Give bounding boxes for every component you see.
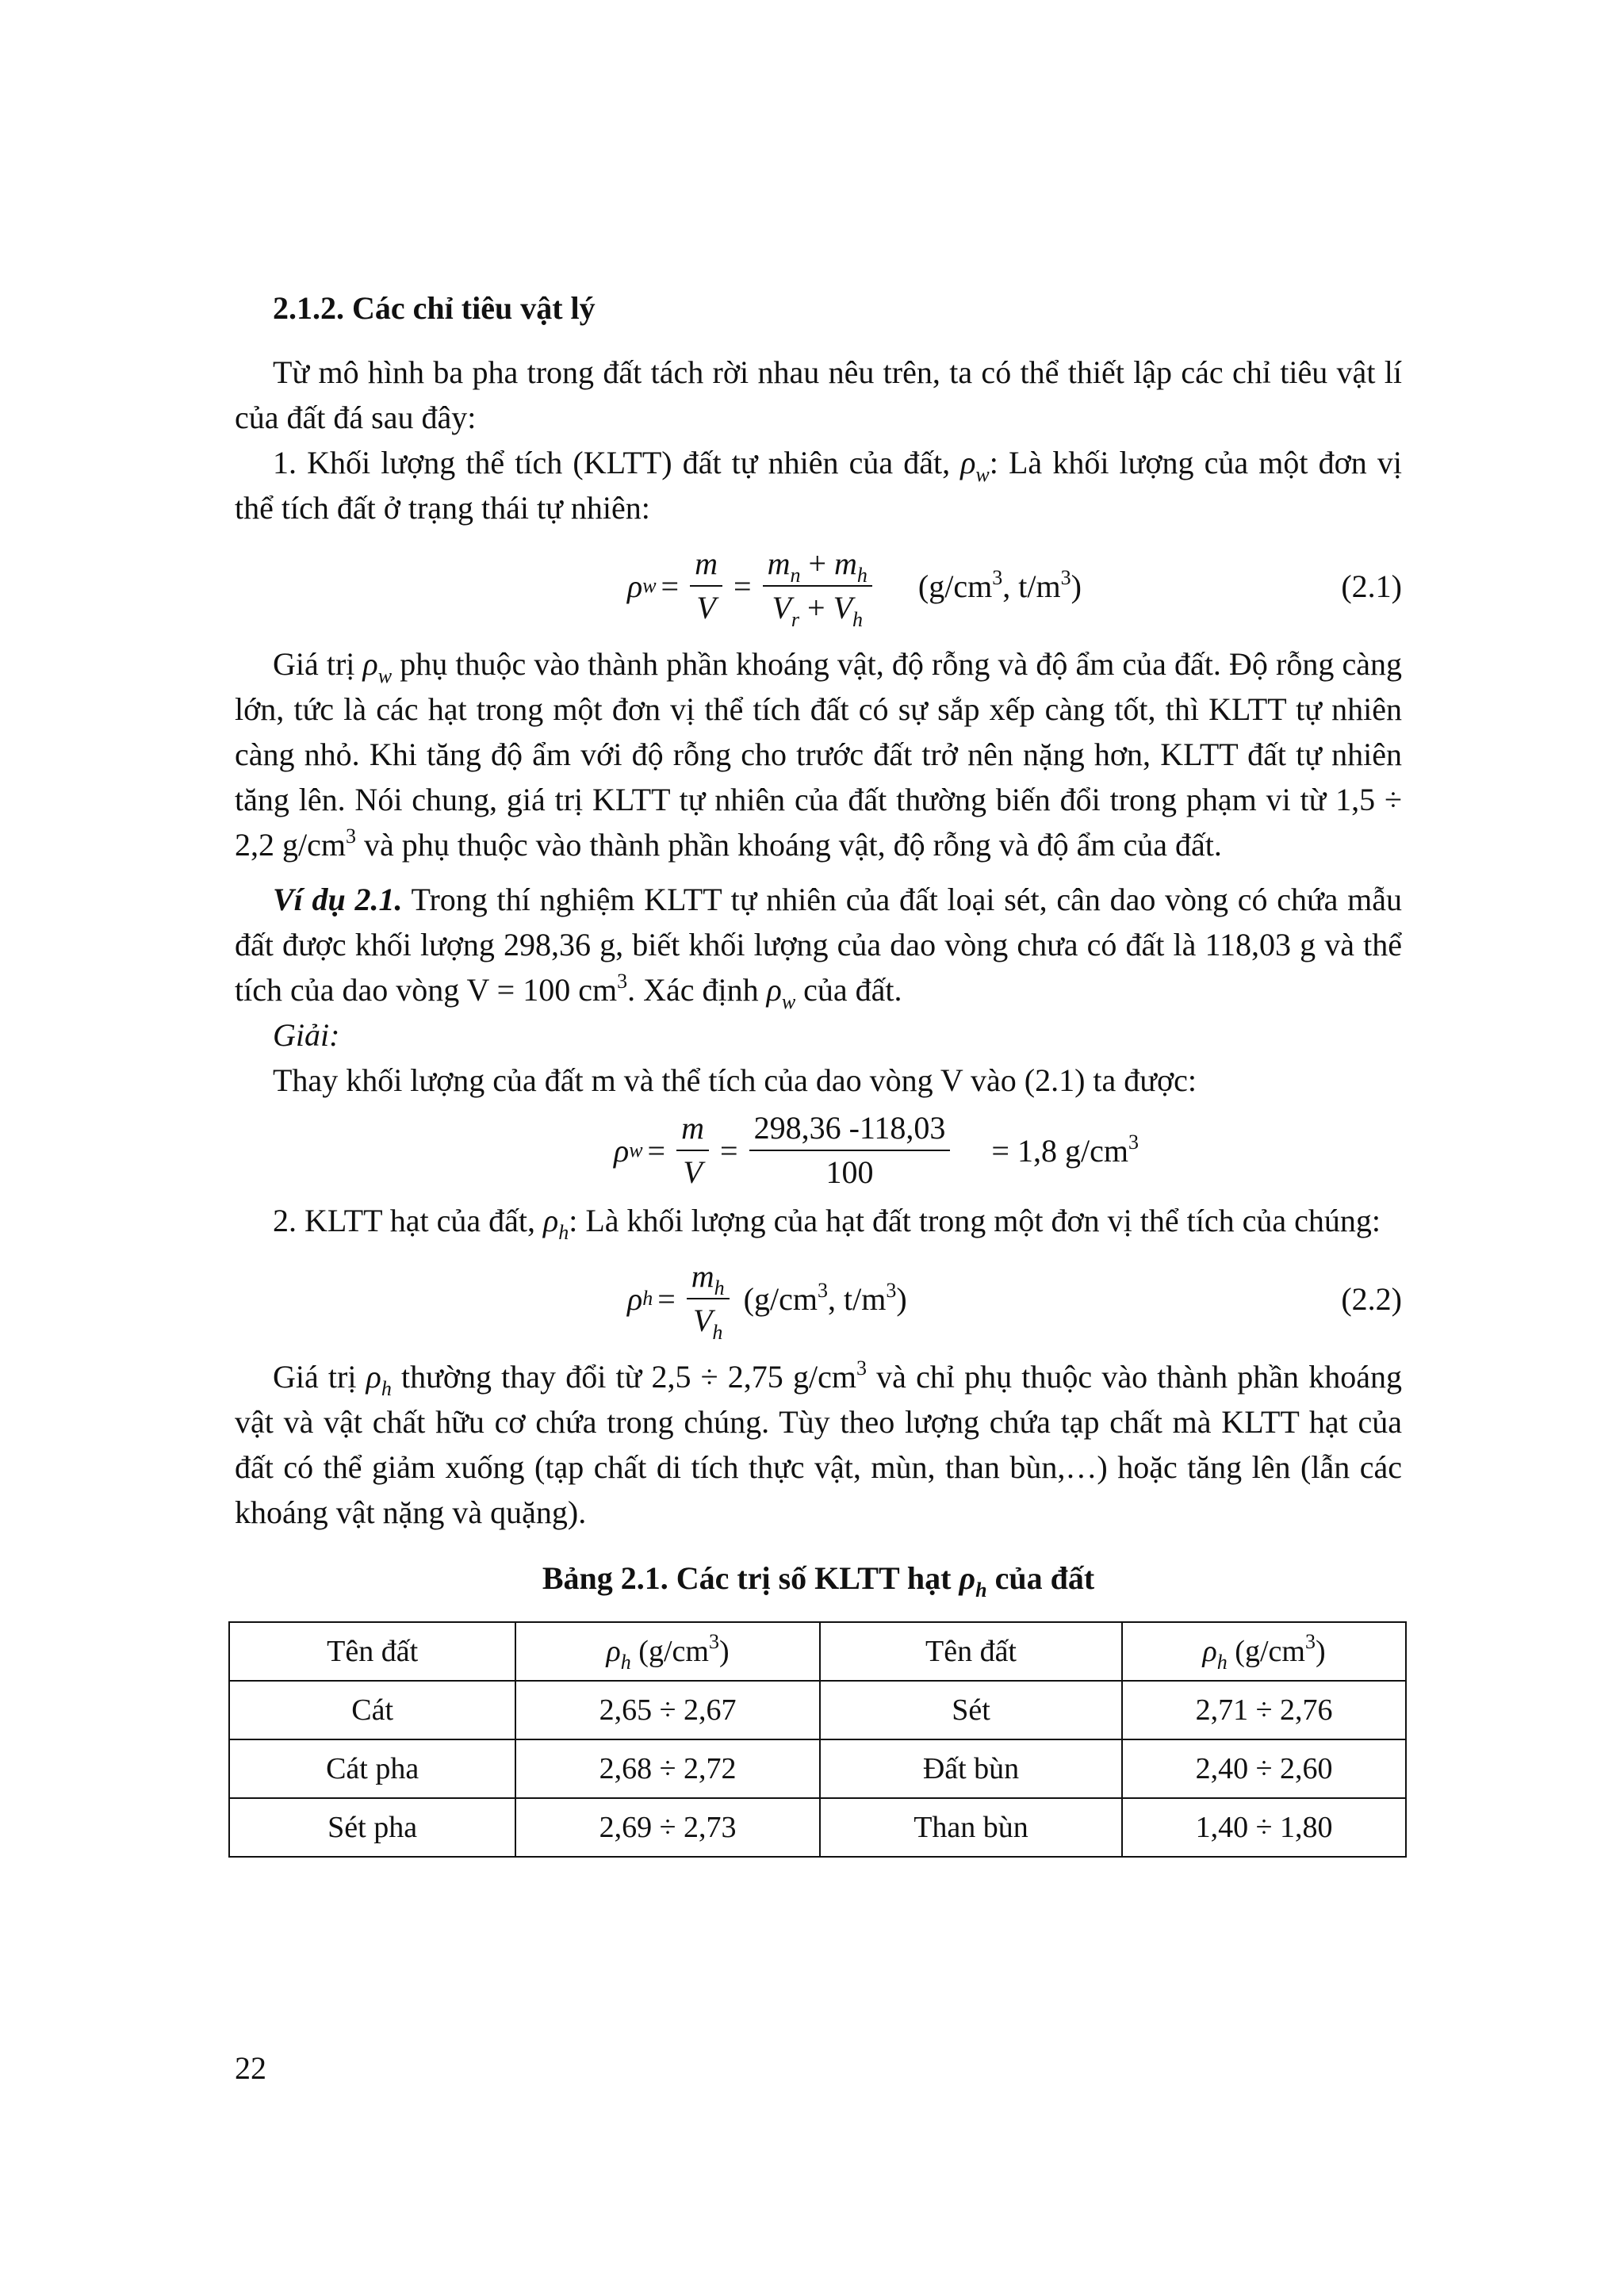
table-cell: Đất bùn	[820, 1739, 1122, 1798]
table-cell: 2,68 ÷ 2,72	[515, 1739, 820, 1798]
table-cell: Sét	[820, 1681, 1122, 1739]
page-content	[235, 285, 1402, 1858]
table-cell: 1,40 ÷ 1,80	[1122, 1798, 1406, 1857]
table-row	[229, 1681, 1406, 1739]
density-table	[228, 1621, 1407, 1858]
table-header-row	[229, 1622, 1406, 1681]
equation-number: (2.1)	[1341, 568, 1402, 604]
equation-2-2: ρ h = $\frac{m_h}{V_h}$ ($g/cm^3$, $t/m^3$) (2.2)	[235, 1243, 1402, 1354]
table-cell: Than bùn	[820, 1798, 1122, 1857]
table-cell: 2,40 ÷ 2,60	[1122, 1739, 1406, 1798]
intro-paragraph: Từ mô hình ba pha trong đất tách rời nhau nêu trên, ta có thể thiết lập các chỉ tiêu vật lí của đất đá sau đây:	[235, 354, 1402, 435]
solution-label: Giải:	[273, 1017, 340, 1053]
equation-number: (2.2)	[1341, 1280, 1402, 1317]
header-soil-name: Tên đất	[820, 1622, 1122, 1681]
header-soil-name: Tên đất	[229, 1622, 515, 1681]
table-cell: Cát pha	[229, 1739, 515, 1798]
equation-2-1: ρ w = $\frac{m}{V}$ = $\frac{m_n + m_h}{V_r + V_h}$ ($g/cm^3$, $t/m^3$) (2.1)	[235, 530, 1402, 641]
section-heading: 2.1.2. Các chỉ tiêu vật lý	[273, 290, 596, 326]
table-row	[229, 1798, 1406, 1857]
table-cell: 2,71 ÷ 2,76	[1122, 1681, 1406, 1739]
table-cell: 2,65 ÷ 2,67	[515, 1681, 820, 1739]
table-caption: Bảng 2.1. Các trị số KLTT hạt $\rho_h$ của đất	[542, 1560, 1095, 1601]
equation-example: ρ w = $\frac{m}{V}$ = $\frac{298,36 -118,03}{100}$ = 1,8 $g/cm^3$	[614, 1110, 1139, 1190]
table-cell: 2,69 ÷ 2,73	[515, 1798, 820, 1857]
table-row	[229, 1739, 1406, 1798]
page-number: 22	[235, 2050, 266, 2086]
solution-text: Thay khối lượng của đất m và thể tích của dao vòng V vào (2.1) ta được:	[273, 1062, 1197, 1098]
header-density: $\rho_h$ $(g/cm^3)$	[515, 1622, 820, 1681]
header-density: $\rho_h$ $(g/cm^3)$	[1122, 1622, 1406, 1681]
item-2-definition: 2. KLTT hạt của đất, $\rho_h$: Là khối lượng của hạt đất trong một đơn vị thể tích của chúng:	[273, 1203, 1381, 1244]
table-cell: Sét pha	[229, 1798, 515, 1857]
item-1-definition: 1. Khối lượng thể tích (KLTT) đất tự nhiên của đất, $\rho_w$: Là khối lượng của một đơn vị thể tích đất ở trạng thái tự nhiên:	[235, 445, 1402, 526]
example-2-1: Ví dụ 2.1. Trong thí nghiệm KLTT tự nhiên của đất loại sét, cân dao vòng có chứa mẫu đất được khối lượng 298,36 g, biết khối lượng của dao vòng chưa có đất là 118,03 g và thể tích của dao vòng V = 100 $cm^3$. Xác định $\rho_w$ của đất.	[235, 882, 1402, 1013]
table-cell: Cát	[229, 1681, 515, 1739]
paragraph-particle-density: Giá trị $\rho_h$ thường thay đổi từ 2,5 ÷ 2,75 $g/cm^3$ và chỉ phụ thuộc vào thành phần khoáng vật và vật chất hữu cơ chứa trong chúng. Tùy theo lượng chứa tạp chất mà KLTT hạt của đất có thể giảm xuống (tạp chất di tích thực vật, mùn, than bùn,…) hoặc tăng lên (lẫn các khoáng vật nặng và quặng).	[235, 1357, 1402, 1530]
paragraph-density-range: Giá trị $\rho_w$ phụ thuộc vào thành phần khoáng vật, độ rỗng và độ ẩm của đất. Độ rỗng càng lớn, tức là các hạt trong một đơn vị thể tích đất có sự sắp xếp càng tốt, thì KLTT tự nhiên càng nhỏ. Khi tăng độ ẩm với độ rỗng cho trước đất trở nên nặng hơn, KLTT đất tự nhiên tăng lên. Nói chung, giá trị KLTT tự nhiên của đất thường biến đổi trong phạm vi từ 1,5 ÷ 2,2 $g/cm^3$ và phụ thuộc vào thành phần khoáng vật, độ rỗng và độ ẩm của đất.	[235, 646, 1402, 863]
